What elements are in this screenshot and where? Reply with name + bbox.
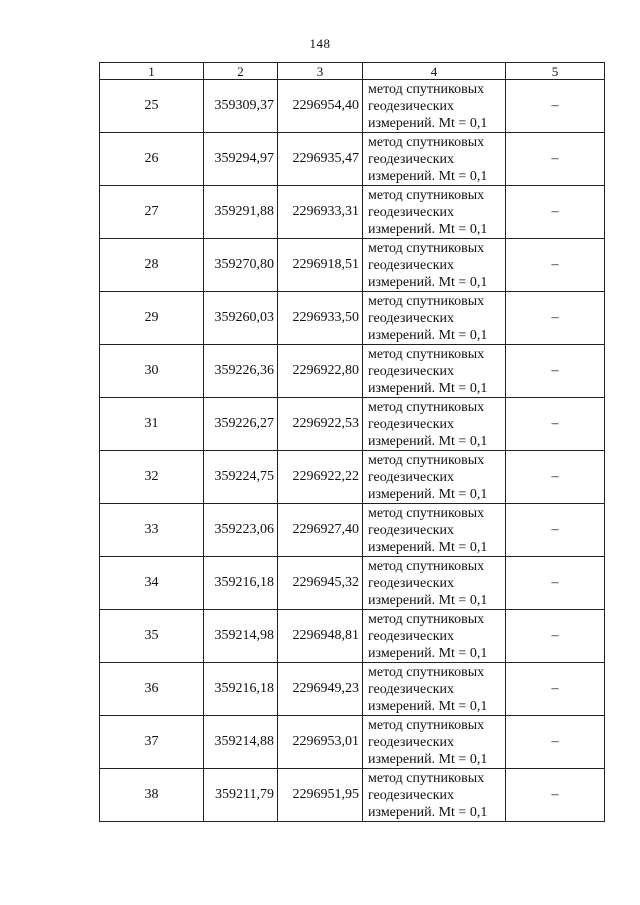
method-text-line: измерений. Mt = 0,1	[368, 433, 488, 449]
header-cell-2: 2	[204, 63, 278, 80]
method-text-line: геодезических	[368, 363, 455, 379]
note-cell: –	[506, 80, 605, 133]
note-cell: –	[506, 610, 605, 663]
y-coordinate-cell: 2296953,01	[278, 716, 363, 769]
method-text-line: измерений. Mt = 0,1	[368, 274, 488, 290]
note-cell: –	[506, 769, 605, 822]
table-row	[100, 292, 605, 345]
note-cell: –	[506, 133, 605, 186]
method-text-line: измерений. Mt = 0,1	[368, 168, 488, 184]
method-text-line: геодезических	[368, 787, 455, 803]
method-cell	[363, 80, 506, 133]
header-cell-5: 5	[506, 63, 605, 80]
note-cell: –	[506, 716, 605, 769]
method-text-line: метод спутниковых	[368, 293, 485, 309]
table-row	[100, 663, 605, 716]
note-cell: –	[506, 398, 605, 451]
method-cell	[363, 557, 506, 610]
point-number-cell: 34	[100, 557, 204, 610]
table-row	[100, 345, 605, 398]
method-text-line: измерений. Mt = 0,1	[368, 804, 488, 820]
note-cell: –	[506, 345, 605, 398]
x-coordinate-cell: 359214,98	[204, 610, 278, 663]
method-text-line: измерений. Mt = 0,1	[368, 486, 488, 502]
header-cell-1: 1	[100, 63, 204, 80]
x-coordinate-cell: 359260,03	[204, 292, 278, 345]
note-cell: –	[506, 451, 605, 504]
y-coordinate-cell: 2296948,81	[278, 610, 363, 663]
y-coordinate-cell: 2296954,40	[278, 80, 363, 133]
table-row	[100, 398, 605, 451]
method-text-line: метод спутниковых	[368, 399, 485, 415]
method-text-line: геодезических	[368, 469, 455, 485]
note-cell: –	[506, 292, 605, 345]
method-text-line: метод спутниковых	[368, 187, 485, 203]
method-text-line: метод спутниковых	[368, 770, 485, 786]
coordinates-table	[99, 62, 605, 822]
table-row	[100, 80, 605, 133]
method-text-line: метод спутниковых	[368, 611, 485, 627]
table-header-row	[100, 63, 605, 80]
method-text-line: измерений. Mt = 0,1	[368, 115, 488, 131]
method-cell	[363, 769, 506, 822]
table-row	[100, 133, 605, 186]
x-coordinate-cell: 359216,18	[204, 557, 278, 610]
method-cell	[363, 345, 506, 398]
page-number: 148	[309, 36, 331, 51]
table-row	[100, 769, 605, 822]
y-coordinate-cell: 2296922,80	[278, 345, 363, 398]
x-coordinate-cell: 359291,88	[204, 186, 278, 239]
point-number-cell: 29	[100, 292, 204, 345]
table-row	[100, 186, 605, 239]
table-row	[100, 716, 605, 769]
method-text-line: геодезических	[368, 575, 455, 591]
method-text-line: геодезических	[368, 98, 455, 114]
y-coordinate-cell: 2296918,51	[278, 239, 363, 292]
header-cell-4: 4	[363, 63, 506, 80]
method-cell	[363, 133, 506, 186]
method-text-line: измерений. Mt = 0,1	[368, 539, 488, 555]
table-row	[100, 504, 605, 557]
method-text-line: метод спутниковых	[368, 346, 485, 362]
method-text-line: геодезических	[368, 522, 455, 538]
y-coordinate-cell: 2296927,40	[278, 504, 363, 557]
y-coordinate-cell: 2296935,47	[278, 133, 363, 186]
note-cell: –	[506, 186, 605, 239]
y-coordinate-cell: 2296949,23	[278, 663, 363, 716]
x-coordinate-cell: 359223,06	[204, 504, 278, 557]
point-number-cell: 27	[100, 186, 204, 239]
point-number-cell: 33	[100, 504, 204, 557]
method-cell	[363, 398, 506, 451]
point-number-cell: 38	[100, 769, 204, 822]
note-cell: –	[506, 239, 605, 292]
method-text-line: геодезических	[368, 310, 455, 326]
method-text-line: геодезических	[368, 416, 455, 432]
method-cell	[363, 186, 506, 239]
x-coordinate-cell: 359216,18	[204, 663, 278, 716]
point-number-cell: 26	[100, 133, 204, 186]
point-number-cell: 30	[100, 345, 204, 398]
method-text-line: измерений. Mt = 0,1	[368, 592, 488, 608]
method-text-line: геодезических	[368, 257, 455, 273]
x-coordinate-cell: 359211,79	[204, 769, 278, 822]
table-row	[100, 239, 605, 292]
table-row	[100, 610, 605, 663]
y-coordinate-cell: 2296945,32	[278, 557, 363, 610]
header-cell-3: 3	[278, 63, 363, 80]
x-coordinate-cell: 359270,80	[204, 239, 278, 292]
table-row	[100, 451, 605, 504]
method-text-line: геодезических	[368, 734, 455, 750]
method-text-line: геодезических	[368, 628, 455, 644]
method-text-line: метод спутниковых	[368, 81, 485, 97]
method-cell	[363, 504, 506, 557]
method-text-line: измерений. Mt = 0,1	[368, 380, 488, 396]
method-text-line: геодезических	[368, 151, 455, 167]
method-text-line: метод спутниковых	[368, 505, 485, 521]
method-cell	[363, 716, 506, 769]
method-text-line: измерений. Mt = 0,1	[368, 327, 488, 343]
x-coordinate-cell: 359224,75	[204, 451, 278, 504]
method-text-line: метод спутниковых	[368, 240, 485, 256]
method-text-line: метод спутниковых	[368, 452, 485, 468]
x-coordinate-cell: 359214,88	[204, 716, 278, 769]
point-number-cell: 25	[100, 80, 204, 133]
x-coordinate-cell: 359226,27	[204, 398, 278, 451]
method-text-line: метод спутниковых	[368, 717, 485, 733]
method-text-line: геодезических	[368, 681, 455, 697]
x-coordinate-cell: 359294,97	[204, 133, 278, 186]
method-cell	[363, 239, 506, 292]
note-cell: –	[506, 557, 605, 610]
method-cell	[363, 610, 506, 663]
method-text-line: измерений. Mt = 0,1	[368, 698, 488, 714]
note-cell: –	[506, 663, 605, 716]
point-number-cell: 36	[100, 663, 204, 716]
method-text-line: метод спутниковых	[368, 664, 485, 680]
method-cell	[363, 663, 506, 716]
table-row	[100, 557, 605, 610]
method-cell	[363, 292, 506, 345]
point-number-cell: 37	[100, 716, 204, 769]
method-text-line: измерений. Mt = 0,1	[368, 645, 488, 661]
point-number-cell: 35	[100, 610, 204, 663]
method-text-line: геодезических	[368, 204, 455, 220]
method-text-line: измерений. Mt = 0,1	[368, 751, 488, 767]
method-text-line: метод спутниковых	[368, 558, 485, 574]
method-cell	[363, 451, 506, 504]
point-number-cell: 31	[100, 398, 204, 451]
method-text-line: метод спутниковых	[368, 134, 485, 150]
point-number-cell: 28	[100, 239, 204, 292]
x-coordinate-cell: 359226,36	[204, 345, 278, 398]
x-coordinate-cell: 359309,37	[204, 80, 278, 133]
y-coordinate-cell: 2296933,50	[278, 292, 363, 345]
point-number-cell: 32	[100, 451, 204, 504]
y-coordinate-cell: 2296933,31	[278, 186, 363, 239]
note-cell: –	[506, 504, 605, 557]
y-coordinate-cell: 2296922,53	[278, 398, 363, 451]
y-coordinate-cell: 2296951,95	[278, 769, 363, 822]
y-coordinate-cell: 2296922,22	[278, 451, 363, 504]
method-text-line: измерений. Mt = 0,1	[368, 221, 488, 237]
